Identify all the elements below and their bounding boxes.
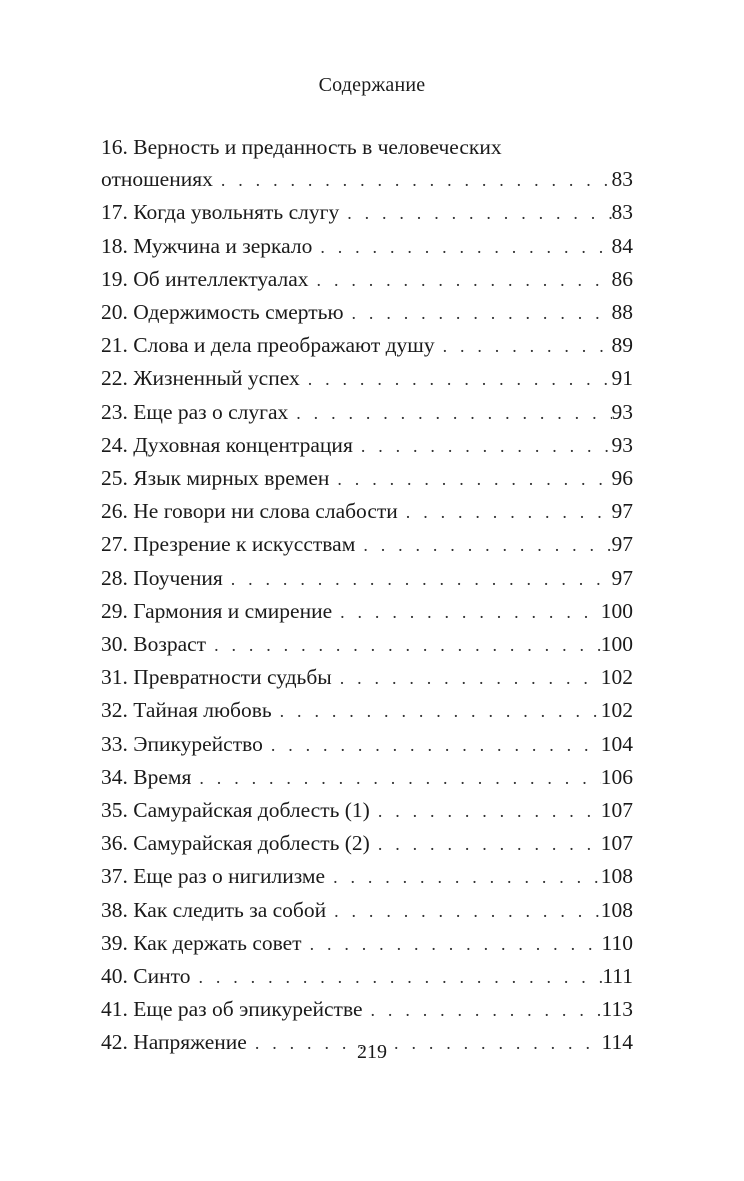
toc-entry-title: 37. Еще раз о нигилизме [101,864,326,889]
dot-leader [398,496,612,528]
toc-entry-26[interactable] [101,495,633,528]
running-head: Содержание [318,74,426,96]
toc-entry-page: 100 [600,598,633,623]
toc-entry-page: 83 [611,200,633,225]
toc-entry-38[interactable] [101,894,633,927]
toc-entry-page: 108 [600,864,633,889]
dot-leader [332,662,601,694]
toc-entry-35[interactable] [101,794,633,827]
toc-entry-title: 39. Как держать совет [101,930,302,955]
toc-entry-page: 91 [611,366,633,391]
toc-entry-page: 97 [611,565,633,590]
dot-leader [206,629,601,661]
dot-leader [223,563,612,595]
toc-entry-page: 100 [600,632,633,657]
toc-entry-17[interactable] [101,196,633,229]
toc-entry-page: 102 [600,698,633,723]
dot-leader [363,994,602,1026]
dot-leader [370,828,601,860]
toc-entry-32[interactable] [101,694,633,727]
toc-entry-title: 24. Духовная концентрация [101,432,353,457]
toc-entry-title: 17. Когда увольнять слугу [101,200,340,225]
toc-entry-21[interactable] [101,329,633,362]
toc-entry-title: 19. Об интеллектуалах [101,266,309,291]
toc-entry-20[interactable] [101,296,633,329]
toc-entry-28[interactable] [101,562,633,595]
toc-entry-37[interactable] [101,860,633,893]
toc-entry-22[interactable] [101,362,633,395]
toc-entry-24[interactable] [101,429,633,462]
table-of-contents [101,131,633,1060]
toc-entry-34[interactable] [101,761,633,794]
toc-entry-title: 25. Язык мирных времен [101,466,330,491]
toc-entry-page: 110 [601,930,633,955]
dot-leader [344,297,612,329]
toc-entry-16[interactable] [101,131,633,196]
toc-entry-27[interactable] [101,528,633,561]
toc-entry-page: 83 [611,167,633,192]
toc-entry-title: 22. Жизненный успех [101,366,300,391]
toc-entry-18[interactable] [101,230,633,263]
toc-entry-page: 107 [600,798,633,823]
dot-leader [355,529,611,561]
toc-entry-title: 27. Презрение к искусствам [101,532,356,557]
toc-entry-30[interactable] [101,628,633,661]
toc-entry-title: 28. Поучения [101,565,223,590]
toc-entry-title: 29. Гармония и смирение [101,598,333,623]
toc-entry-page: 97 [611,532,633,557]
toc-entry-31[interactable] [101,661,633,694]
toc-entry-41[interactable] [101,993,633,1026]
dot-leader [272,695,601,727]
toc-entry-title: 20. Одержимость смертью [101,300,344,325]
dot-leader [329,463,611,495]
dot-leader [326,895,601,927]
dot-leader [332,596,601,628]
toc-entry-title: 30. Возраст [101,632,207,657]
toc-entry-first-line: 16. Верность и преданность в человеческих [101,135,502,159]
toc-entry-title: 40. Синто [101,964,191,989]
toc-entry-title: 34. Время [101,764,192,789]
dot-leader [300,363,612,395]
toc-entry-page: 86 [611,266,633,291]
dot-leader [263,729,601,761]
toc-entry-36[interactable] [101,827,633,860]
toc-entry-title: 42. Напряжение [101,1030,247,1055]
toc-entry-title: 35. Самурайская доблесть (1) [101,798,370,823]
toc-entry-39[interactable] [101,927,633,960]
dot-leader [353,430,612,462]
toc-entry-page: 114 [601,1030,633,1055]
dot-leader [190,961,602,993]
toc-entry-title: 32. Тайная любовь [101,698,272,723]
toc-entry-title: 26. Не говори ни слова слабости [101,499,398,524]
toc-entry-19[interactable] [101,263,633,296]
toc-entry-page: 102 [600,665,633,690]
toc-entry-title: 33. Эпикурейство [101,731,263,756]
dot-leader [370,795,601,827]
toc-entry-title: 41. Еще раз об эпикурействе [101,997,363,1022]
toc-entry-page: 104 [600,731,633,756]
toc-entry-page: 113 [601,997,633,1022]
dot-leader [325,861,601,893]
dot-leader [191,762,600,794]
toc-entry-page: 89 [611,333,633,358]
dot-leader [288,397,611,429]
toc-entry-25[interactable] [101,462,633,495]
toc-entry-title: 38. Как следить за собой [101,897,327,922]
page-number: 219 [357,1041,387,1063]
dot-leader [213,164,612,196]
toc-entry-title: 31. Превратности судьбы [101,665,332,690]
toc-entry-29[interactable] [101,595,633,628]
dot-leader [309,264,612,296]
toc-entry-title: 18. Мужчина и зеркало [101,233,313,258]
toc-entry-page: 88 [611,300,633,325]
toc-entry-page: 106 [600,764,633,789]
toc-entry-title: отношениях [101,167,213,192]
toc-entry-title: 21. Слова и дела преображают душу [101,333,435,358]
toc-entry-page: 93 [611,399,633,424]
dot-leader [312,231,611,263]
toc-entry-title: 23. Еще раз о слугах [101,399,289,424]
toc-entry-page: 97 [611,499,633,524]
toc-entry-33[interactable] [101,728,633,761]
toc-entry-page: 93 [611,432,633,457]
toc-entry-40[interactable] [101,960,633,993]
toc-entry-page: 111 [602,964,633,989]
toc-entry-page: 96 [611,466,633,491]
toc-entry-page: 84 [611,233,633,258]
dot-leader [339,197,611,229]
dot-leader [435,330,612,362]
dot-leader [302,928,602,960]
toc-entry-title: 36. Самурайская доблесть (2) [101,831,370,856]
toc-entry-page: 107 [600,831,633,856]
toc-entry-page: 108 [600,897,633,922]
toc-entry-23[interactable] [101,396,633,429]
